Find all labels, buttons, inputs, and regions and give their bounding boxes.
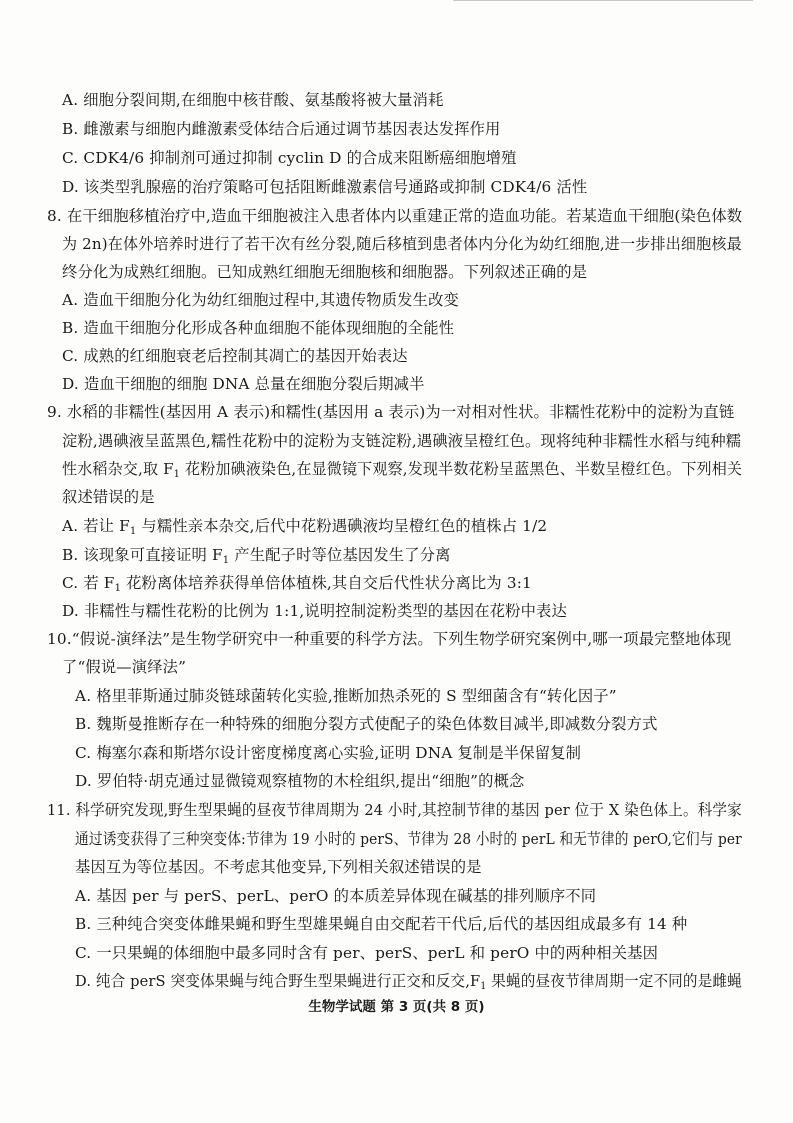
q9-option-b: B. 该现象可直接证明 $F_1$ 产生配子时等位基因发生了分离 — [62, 546, 451, 566]
q8-stem-line3: 终分化为成熟红细胞。已知成熟红细胞无细胞核和细胞器。下列叙述正确的是 — [62, 263, 588, 281]
q11-stem-line2: 通过诱变获得了三种突变体:节律为 19 小时的 perS、节律为 28 小时的 perL 和无节律的 perO,它们与 per — [75, 830, 742, 848]
q9-option-c: C. 若 $F_1$ 花粉离体培养获得单倍体植株,其自交后代性状分离比为 3:1 — [62, 574, 532, 594]
q8-option-d: D. 造血干细胞的细胞 DNA 总量在细胞分裂后期减半 — [62, 375, 425, 393]
q10-stem-line2: 了“假说—演绎法” — [62, 658, 187, 676]
q9-option-a: A. 若让 $F_1$ 与糯性亲本杂交,后代中花粉遇碘液均呈橙红色的植株占 1/2 — [62, 517, 548, 537]
q7-option-c: C. CDK4/6 抑制剂可通过抑制 cyclin D 的合成来阻断癌细胞增殖 — [62, 149, 517, 167]
q11-stem-line3: 基因互为等位基因。不考虑其他变异,下列相关叙述错误的是 — [75, 858, 482, 876]
q8-stem-line1: 8. 在干细胞移植治疗中,造血干细胞被注入患者体内以重建正常的造血功能。若某造血干细胞(染色体数 — [47, 207, 743, 225]
q11-option-c: C. 一只果蝇的体细胞中最多同时含有 per、perS、perL 和 perO 中的两种相关基因 — [75, 944, 659, 962]
q10-option-d: D. 罗伯特·胡克通过显微镜观察植物的木栓组织,提出“细胞”的概念 — [75, 772, 525, 790]
page-footer: 生物学试题 第 3 页(共 8 页) — [308, 999, 485, 1015]
q11-option-b: B. 三种纯合突变体雌果蝇和野生型雄果蝇自由交配若干代后,后代的基因组成最多有 14 种 — [75, 915, 688, 933]
q8-option-c: C. 成熟的红细胞衰老后控制其凋亡的基因开始表达 — [62, 347, 408, 365]
q11-stem-line1: 11. 科学研究发现,野生型果蝇的昼夜节律周期为 24 小时,其控制节律的基因 per 位于 X 染色体上。科学家 — [47, 801, 742, 819]
q10-option-b: B. 魏斯曼推断存在一种特殊的细胞分裂方式使配子的染色体数目减半,即减数分裂方式 — [75, 715, 658, 733]
q10-option-c: C. 梅塞尔森和斯塔尔设计密度梯度离心实验,证明 DNA 复制是半保留复制 — [75, 744, 582, 762]
q8-stem-line2: 为 2n)在体外培养时进行了若干次有丝分裂,随后移植到患者体内分化为幼红细胞,进一步排出细胞核最 — [62, 235, 742, 253]
q7-option-a: A. 细胞分裂间期,在细胞中核苷酸、氨基酸将被大量消耗 — [62, 91, 444, 109]
q11-option-d: D. 纯合 perS 突变体果蝇与纯合野生型果蝇进行正交和反交$,F_1$ 果蝇的昼夜节律周期一定不同的是雌蝇 — [75, 972, 742, 992]
q7-option-d: D. 该类型乳腺癌的治疗策略可包括阻断雌激素信号通路或抑制 CDK4/6 活性 — [62, 178, 588, 196]
q9-stem-line2: 淀粉,遇碘液呈蓝黑色,糯性花粉中的淀粉为支链淀粉,遇碘液呈橙红色。现将纯种非糯性水稻与纯种糯 — [62, 432, 742, 450]
page-top-edge — [453, 0, 753, 4]
q9-stem-line1: 9. 水稻的非糯性(基因用 A 表示)和糯性(基因用 a 表示)为一对相对性状。非糯性花粉中的淀粉为直链 — [47, 403, 735, 421]
q9-option-d: D. 非糯性与糯性花粉的比例为 1:1,说明控制淀粉类型的基因在花粉中表达 — [62, 602, 567, 620]
q8-option-b: B. 造血干细胞分化形成各种血细胞不能体现细胞的全能性 — [62, 319, 455, 337]
q10-stem-line1: 10.“假说-演绎法”是生物学研究中一种重要的科学方法。下列生物学研究案例中,哪一项最完整地体现 — [47, 630, 732, 648]
q9-stem-line4: 叙述错误的是 — [62, 488, 155, 506]
q7-option-b: B. 雌激素与细胞内雌激素受体结合后通过调节基因表达发挥作用 — [62, 120, 501, 138]
q11-option-a: A. 基因 per 与 perS、perL、perO 的本质差异体现在碱基的排列顺序不同 — [75, 887, 597, 905]
q8-option-a: A. 造血干细胞分化为幼红细胞过程中,其遗传物质发生改变 — [62, 291, 459, 309]
q10-option-a: A. 格里菲斯通过肺炎链球菌转化实验,推断加热杀死的 S 型细菌含有“转化因子” — [75, 687, 617, 705]
q9-stem-line3: 性水稻杂交,取 $F_1$ 花粉加碘液染色,在显微镜下观察,发现半数花粉呈蓝黑色、半数呈橙红色。下列相关 — [62, 460, 743, 480]
